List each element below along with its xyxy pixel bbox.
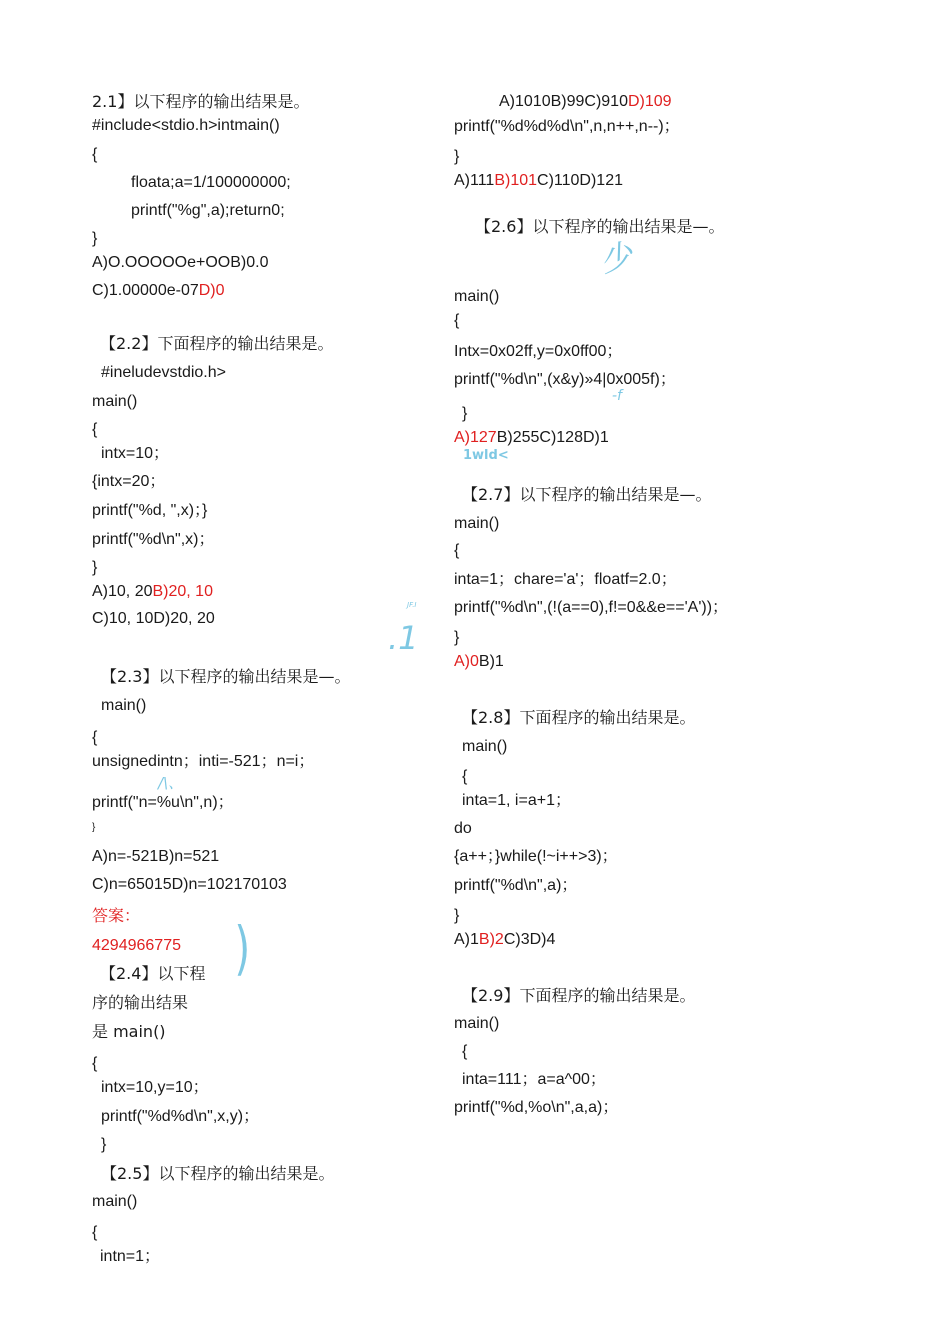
handwritten-note-caret: /\、	[158, 774, 184, 792]
q28-code-line1: inta=1, i=a+1；	[462, 792, 571, 809]
q28-code-line3: printf("%d\n",a)；	[454, 877, 578, 894]
q29-heading: 【2.9】下面程序的输出结果是。	[462, 986, 696, 1005]
q25-option-b2-answer: B)101	[494, 172, 538, 189]
handwritten-note-jf: JF.I	[407, 601, 417, 609]
q28-option-b-answer: B)2	[478, 931, 504, 948]
q24-code-open: {	[92, 1055, 98, 1072]
q27-heading: 【2.7】以下程序的输出结果是—。	[462, 485, 712, 504]
q21-option-c: C)1.00000e-07	[92, 282, 199, 299]
q28-option-a: A)1	[454, 931, 479, 948]
q26-code-close: }	[462, 405, 468, 422]
q27-options	[454, 652, 504, 672]
q29-code-line1: inta=111；a=a^00；	[462, 1071, 606, 1088]
q23-answer-label: 答案：	[92, 906, 141, 925]
q26-code-open: {	[454, 312, 460, 329]
q24-code-line1: intx=10,y=10；	[101, 1079, 209, 1096]
handwritten-note-1wld: 1wld<	[463, 448, 509, 463]
q21-option-ab: A)O.OOOOOe+OOB)0.0	[92, 254, 269, 271]
q25-code-open: {	[92, 1224, 98, 1241]
q27-code-main: main()	[454, 515, 500, 532]
q22-code-line4: printf("%d\n",x)；	[92, 531, 215, 548]
q23-code-line2: printf("n=%u\n",n)；	[92, 794, 234, 811]
q26-code-line2: printf("%d\n",(x&y)»4|0x005f)；	[454, 371, 676, 388]
q23-heading: 【2.3】以下程序的输出结果是—。	[101, 667, 351, 686]
q24-code-line2: printf("%d%d\n",x,y)；	[101, 1108, 260, 1125]
q28-code-open: {	[462, 768, 468, 785]
q21-code-line1: floata;a=1/100000000;	[131, 174, 291, 191]
q25-code-line1: intn=1；	[100, 1248, 161, 1265]
q22-heading: 【2.2】下面程序的输出结果是。	[100, 334, 334, 353]
q25-options-bottom	[454, 171, 623, 191]
q23-option-cd: C)n=65015D)n=102170103	[92, 876, 287, 893]
q26-option-bcd: B)255C)128D)1	[496, 429, 609, 446]
q28-code-close: }	[454, 907, 460, 924]
q23-code-open: {	[92, 729, 98, 746]
q22-code-close: }	[92, 559, 98, 576]
q22-option-ab	[92, 582, 213, 602]
q28-option-cd: C)3D)4	[503, 931, 556, 948]
q25-code-close: }	[454, 148, 460, 165]
q25-option-d-answer: D)109	[627, 93, 672, 110]
q23-code-main: main()	[101, 697, 147, 714]
q23-option-ab: A)n=-521B)n=521	[92, 848, 220, 865]
q22-code-include: #ineludevstdio.h>	[101, 364, 226, 381]
q22-code-line2: {intx=20；	[92, 473, 166, 490]
q23-code-close: }	[92, 822, 96, 833]
handwritten-note-dot1: .1	[388, 619, 419, 657]
q26-code-line1: Intx=0x02ff,y=0x0ff00；	[454, 343, 623, 360]
q21-code-open: {	[92, 146, 98, 163]
q26-option-a-answer: A)127	[454, 429, 497, 446]
q28-code-do: do	[454, 820, 472, 837]
q29-code-main: main()	[454, 1015, 500, 1032]
q23-code-line1: unsignedintn；inti=-521；n=i；	[92, 753, 315, 770]
q24-heading-line1: 【2.4】以下程	[100, 964, 206, 983]
q21-option-cd	[92, 281, 225, 301]
q27-code-open: {	[454, 542, 460, 559]
q28-options	[454, 930, 555, 950]
q22-option-b-answer: B)20, 10	[152, 583, 213, 600]
q25-heading: 【2.5】以下程序的输出结果是。	[101, 1164, 335, 1183]
q21-code-close: }	[92, 230, 98, 247]
q22-code-line1: intx=10；	[101, 445, 170, 462]
q22-code-open: {	[92, 421, 98, 438]
q25-option-abc: A)1010B)99C)910	[499, 93, 628, 110]
q22-option-cd: C)10, 10D)20, 20	[92, 610, 215, 627]
q25-code-line2: printf("%d%d%d\n",n,n++,n--)；	[454, 118, 680, 135]
q27-code-line2: printf("%d\n",(!(a==0),f!=0&&e=='A'))；	[454, 599, 729, 616]
q22-code-line3: printf("%d, ",x)；}	[92, 502, 208, 519]
q21-heading: 2.1】以下程序的输出结果是。	[92, 92, 310, 111]
q27-code-close: }	[454, 629, 460, 646]
q29-code-line2: printf("%d,%o\n",a,a)；	[454, 1099, 619, 1116]
q25-option-a2: A)111	[454, 172, 495, 189]
q23-answer-value: 4294966775	[92, 937, 181, 954]
handwritten-note-paren: )	[234, 914, 251, 982]
q27-option-b: B)1	[478, 653, 504, 670]
q22-option-a: A)10, 20	[92, 583, 153, 600]
q21-option-d-answer: D)0	[198, 282, 225, 299]
q27-option-a-answer: A)0	[454, 653, 479, 670]
q21-code-include: #include<stdio.h>intmain()	[92, 117, 280, 134]
handwritten-note-f: -f	[612, 388, 622, 404]
q22-code-main: main()	[92, 393, 138, 410]
q25-option-cd2: C)110D)121	[537, 172, 623, 189]
q26-options	[454, 428, 609, 448]
q24-heading-line2: 序的输出结果	[92, 993, 189, 1012]
q27-code-line1: inta=1；chare='a'；floatf=2.0；	[454, 571, 677, 588]
q21-code-line2: printf("%g",a);return0;	[131, 202, 285, 219]
q25-options-top	[499, 92, 672, 112]
q26-heading: 【2.6】以下程序的输出结果是—。	[475, 217, 725, 236]
handwritten-note-shao: 少	[596, 236, 636, 280]
q26-code-main: main()	[454, 288, 500, 305]
q28-heading: 【2.8】下面程序的输出结果是。	[462, 708, 696, 727]
q25-code-main: main()	[92, 1193, 138, 1210]
q29-code-open: {	[462, 1043, 468, 1060]
q24-code-close: }	[101, 1136, 107, 1153]
q28-code-line2: {a++；}while(!~i++>3)；	[454, 848, 618, 865]
q24-heading-line3: 是 main()	[92, 1022, 166, 1041]
q28-code-main: main()	[462, 738, 508, 755]
